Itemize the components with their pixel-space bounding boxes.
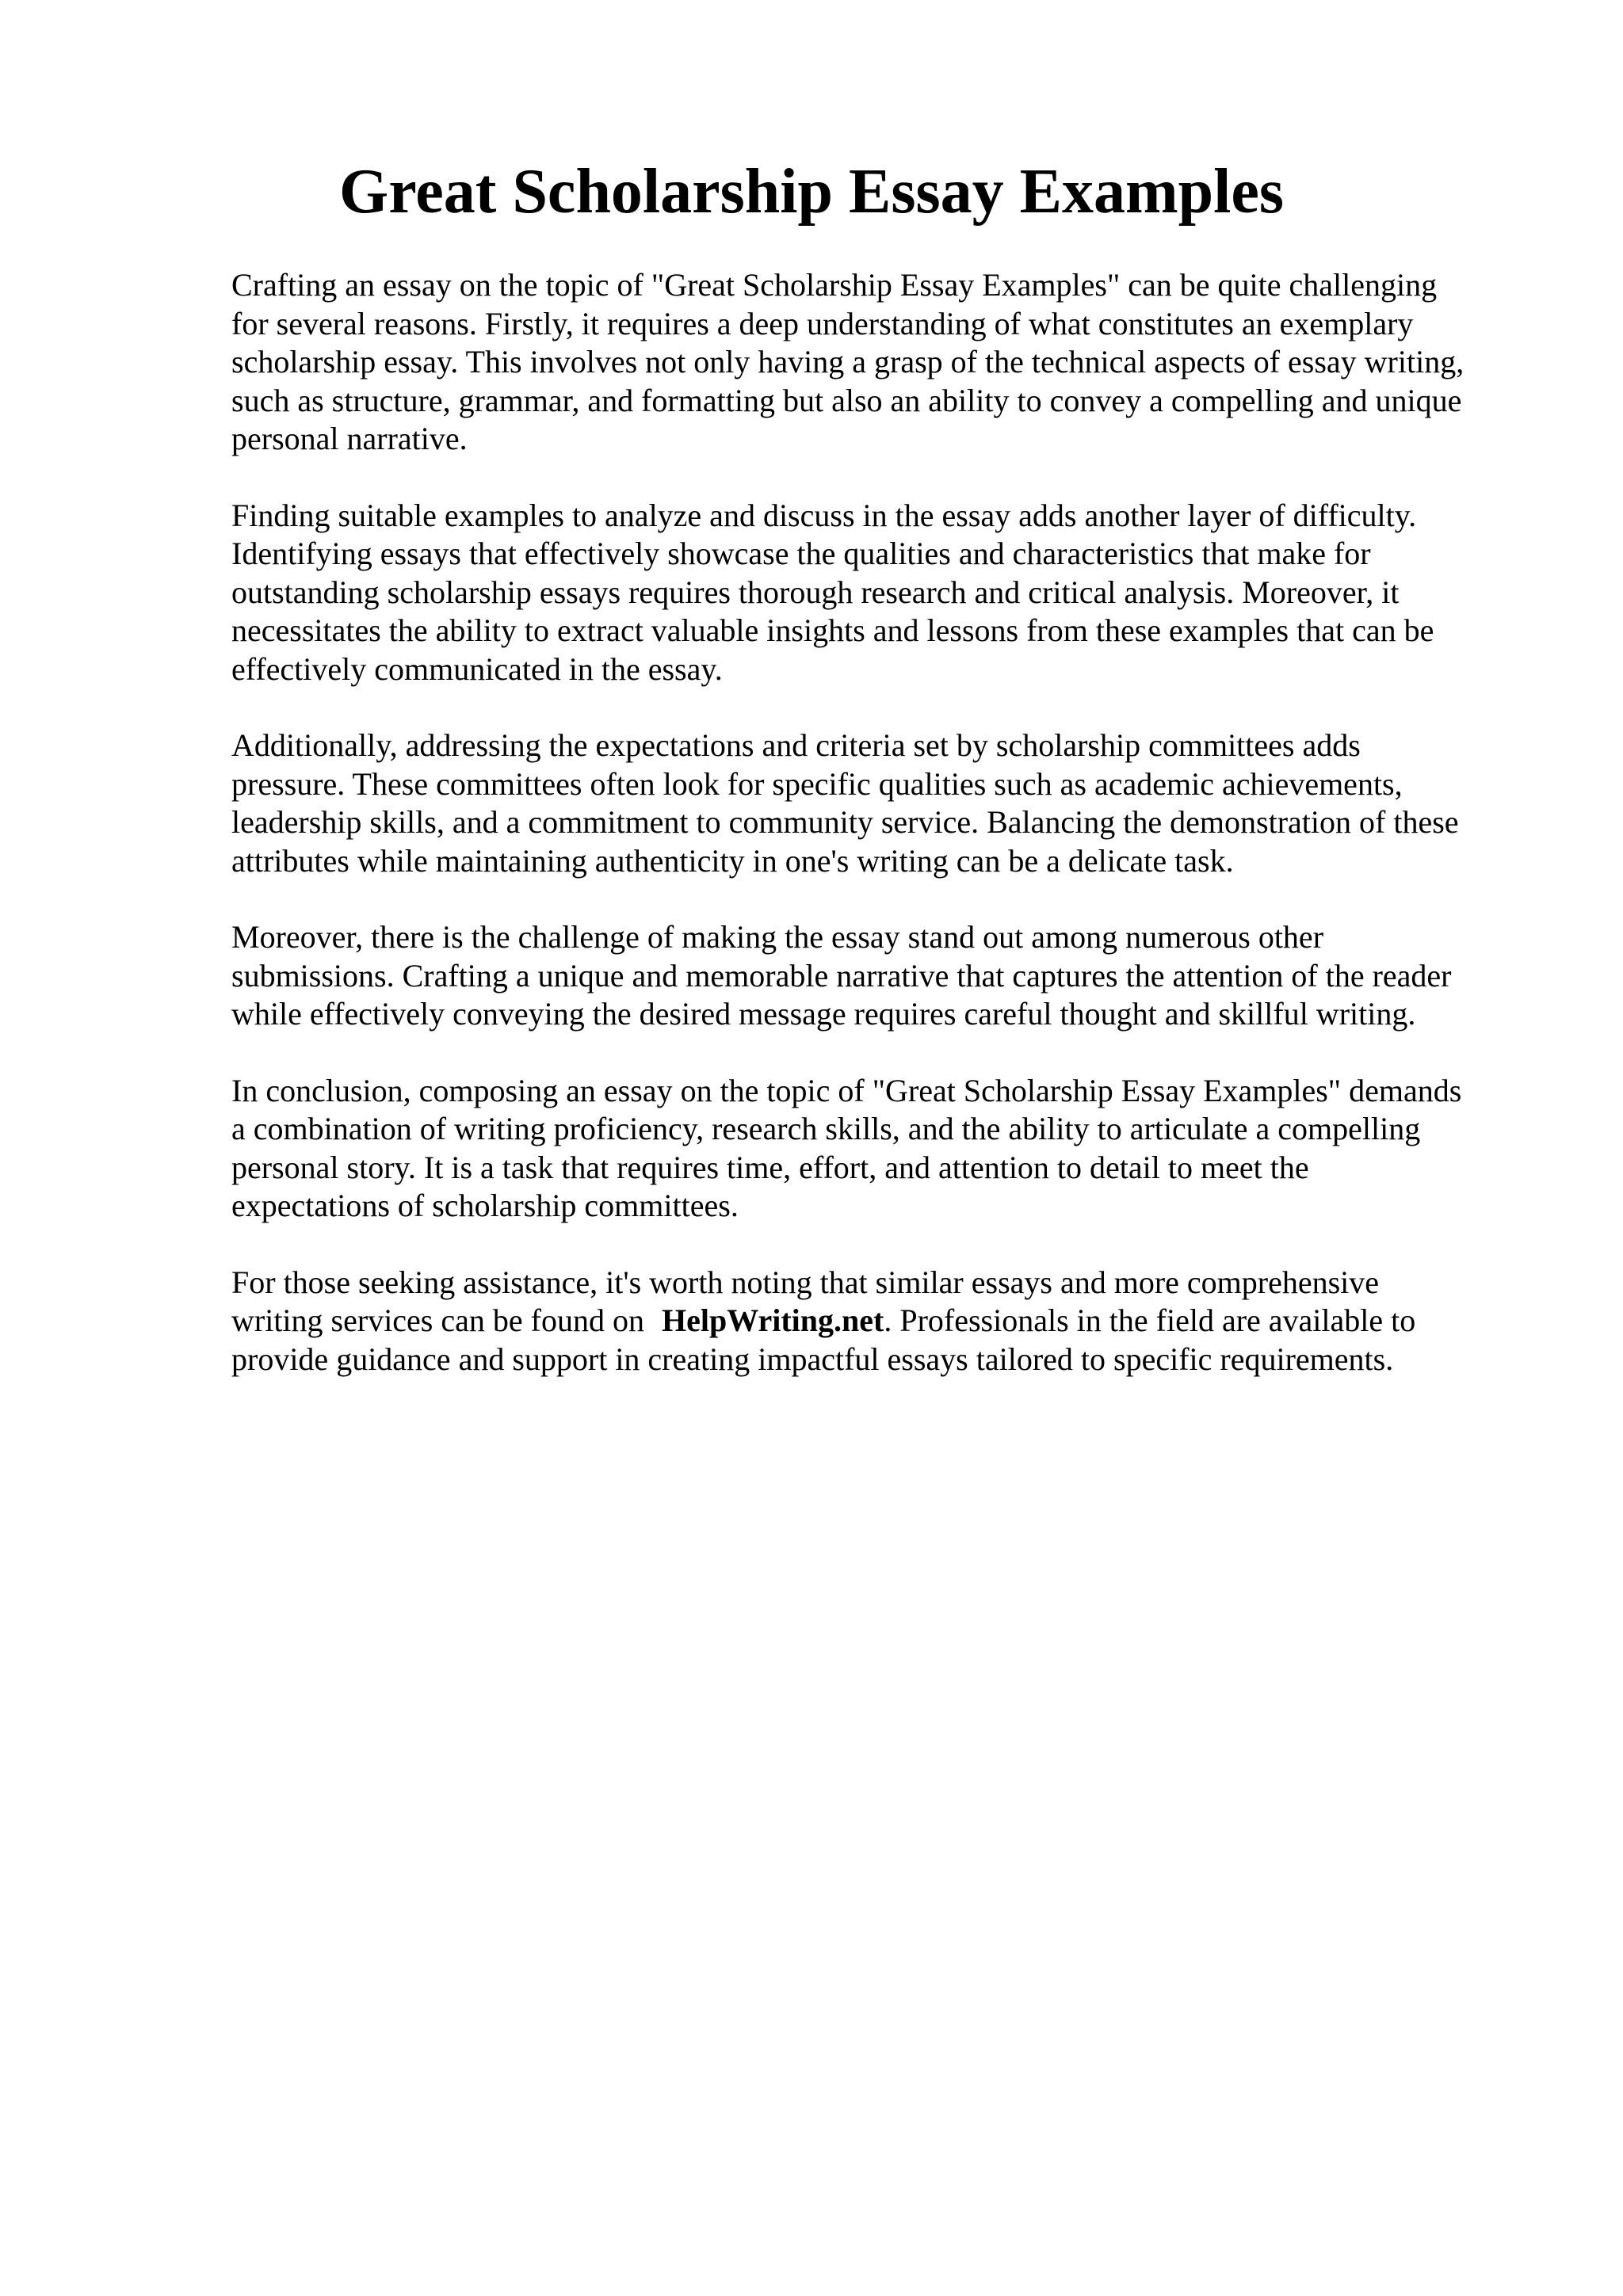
text-line: effectively communicated in the essay.: [231, 650, 723, 687]
paragraph-3: [231, 727, 1531, 880]
text-line: expectations of scholarship committees.: [231, 1188, 739, 1223]
text-line: submissions. Crafting a unique and memorable narrative that captures the attention of the reader: [231, 957, 1452, 994]
paragraph-5: [231, 1072, 1531, 1226]
paragraph-1: [231, 266, 1531, 459]
paragraph-closing: [231, 1264, 1531, 1379]
page-title: Great Scholarship Essay Examples: [339, 157, 1284, 227]
text-line-with-link: [231, 1302, 1531, 1341]
paragraph-2: [231, 497, 1531, 689]
text-line: For those seeking assistance, it's worth noting that similar essays and more comprehensive: [231, 1264, 1380, 1300]
document-body: [231, 266, 1531, 1417]
text-segment: writing services can be found on: [231, 1302, 644, 1338]
text-line: personal story. It is a task that requires time, effort, and attention to detail to meet the: [231, 1149, 1309, 1185]
text-line: Identifying essays that effectively showcase the qualities and characteristics that make for: [231, 536, 1371, 571]
text-line: scholarship essay. This involves not only having a grasp of the technical aspects of essay writing,: [231, 344, 1465, 379]
text-segment: . Professionals in the field are available to: [884, 1302, 1416, 1338]
text-line: outstanding scholarship essays requires thorough research and critical analysis. Moreover, it: [231, 574, 1400, 610]
text-line: In conclusion, composing an essay on the topic of "Great Scholarship Essay Examples" demands: [231, 1072, 1462, 1108]
text-line: leadership skills, and a commitment to community service. Balancing the demonstration of these: [231, 804, 1459, 840]
text-line: provide guidance and support in creating impactful essays tailored to specific requirements.: [231, 1341, 1394, 1377]
text-line: personal narrative.: [231, 421, 468, 456]
text-line: a combination of writing proficiency, research skills, and the ability to articulate a compelling: [231, 1111, 1421, 1146]
text-line: for several reasons. Firstly, it requires a deep understanding of what constitutes an exemplary: [231, 305, 1414, 341]
text-line: pressure. These committees often look for specific qualities such as academic achievements,: [231, 765, 1403, 802]
text-line: attributes while maintaining authenticity in one's writing can be a delicate task.: [231, 842, 1234, 879]
paragraph-4: [231, 918, 1531, 1034]
text-line: while effectively conveying the desired message requires careful thought and skillful writing.: [231, 996, 1416, 1032]
helpwriting-link[interactable]: HelpWriting.net: [661, 1302, 884, 1338]
text-line: Moreover, there is the challenge of making the essay stand out among numerous other: [231, 919, 1324, 955]
text-line: Additionally, addressing the expectations and criteria set by scholarship committees adds: [231, 727, 1361, 763]
text-line: Crafting an essay on the topic of "Great Scholarship Essay Examples" can be quite challenging: [231, 267, 1438, 303]
text-line: such as structure, grammar, and formatting but also an ability to convey a compelling and unique: [231, 382, 1462, 418]
text-line: necessitates the ability to extract valuable insights and lessons from these examples that can be: [231, 612, 1434, 648]
text-line: Finding suitable examples to analyze and discuss in the essay adds another layer of difficulty.: [231, 497, 1417, 533]
